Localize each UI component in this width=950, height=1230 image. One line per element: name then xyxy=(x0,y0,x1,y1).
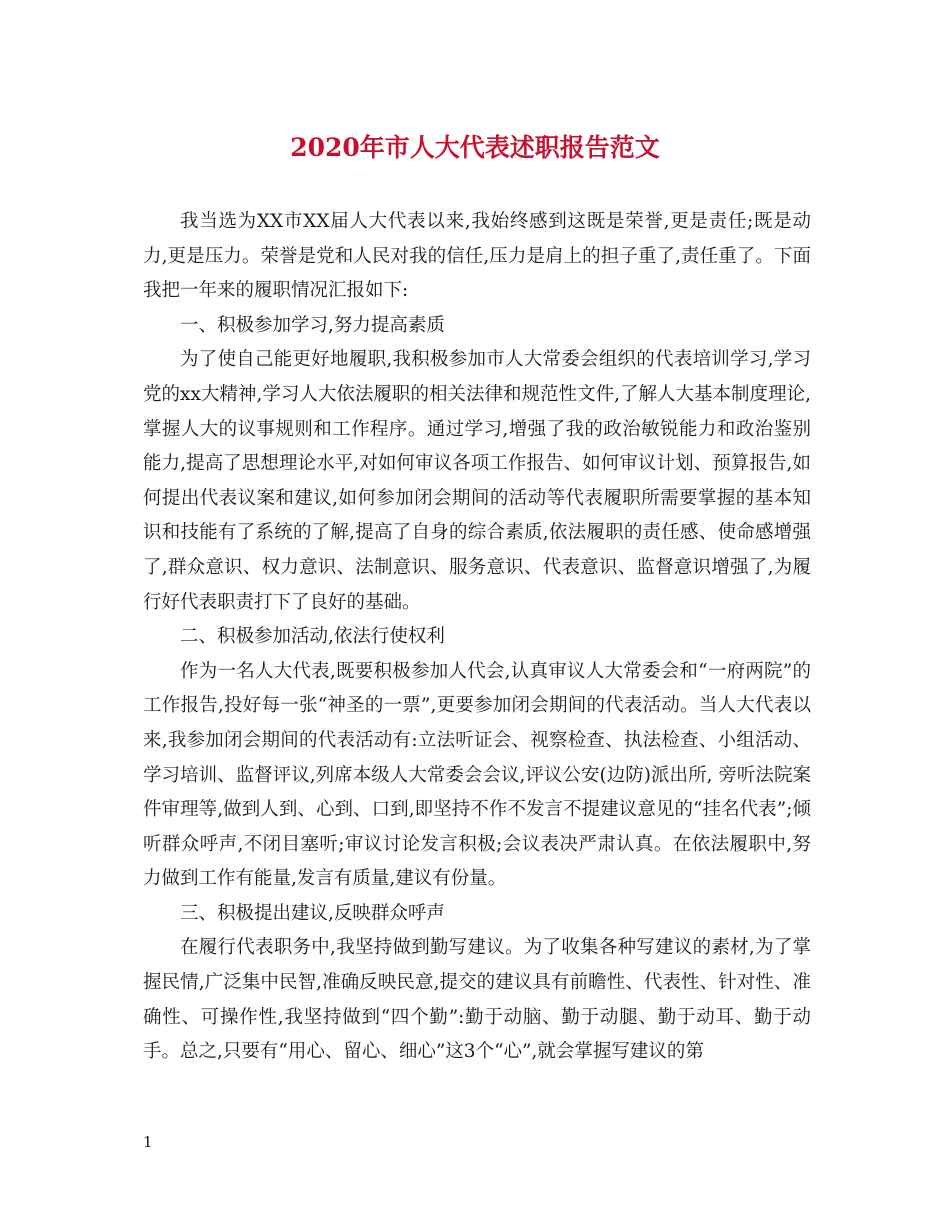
document-body xyxy=(143,205,811,1070)
document-title: 2020年市人大代表述职报告范文 xyxy=(290,133,660,162)
section-heading-2: 二、积极参加活动,依法行使权利 xyxy=(180,626,445,648)
section-heading-1: 一、积极参加学习,努力提高素质 xyxy=(180,314,445,336)
section-heading-3: 三、积极提出建议,反映群众呼声 xyxy=(180,902,445,924)
paragraph-section-1: 为了使自己能更好地履职,我积极参加市人大常委会组织的代表培训学习,学习党的xx大精神,学习人大依法履职的相关法律和规范性文件,了解人大基本制度理论,掌握人大的议事规则和工作程序。通过学习,增强了我的政治敏锐能力和政治鉴别能力,提高了思想理论水平,对如何审议各项工作报告、如何审议计划、预算报告,如何提出代表议案和建议,如何参加闭会期间的活动等代表履职所需要掌握的基本知识和技能有了系统的了解,提高了自身的综合素质,依法履职的责任感、使命感增强了,群众意识、权力意识、法制意识、服务意识、代表意识、监督意识增强了,为履行好代表职责打下了良好的基础。 xyxy=(143,349,811,613)
paragraph-intro: 我当选为XX市XX届人大代表以来,我始终感到这既是荣誉,更是责任;既是动力,更是压力。荣誉是党和人民对我的信任,压力是肩上的担子重了,责任重了。下面我把一年来的履职情况汇报如下: xyxy=(143,211,811,302)
paragraph-section-3: 在履行代表职务中,我坚持做到勤写建议。为了收集各种写建议的素材,为了掌握民情,广泛集中民智,准确反映民意,提交的建议具有前瞻性、代表性、针对性、准确性、可操作性,我坚持做到“四个勤”:勤于动脑、勤于动腿、勤于动耳、勤于动手。总之,只要有“用心、留心、细心”这3个“心”,就会掌握写建议的第 xyxy=(143,937,811,1063)
paragraph-section-2: 作为一名人大代表,既要积极参加人代会,认真审议人大常委会和“一府两院”的工作报告,投好每一张“神圣的一票”,更要参加闭会期间的代表活动。当人大代表以来,我参加闭会期间的代表活动有:立法听证会、视察检查、执法检查、小组活动、学习培训、监督评议,列席本级人大常委会会议,评议公安(边防)派出所, 旁听法院案件审理等,做到人到、心到、口到,即坚持不作不发言不提建议意见的“挂名代表”;倾听群众呼声,不闭目塞听;审议讨论发言积极;会议表决严肃认真。在依法履职中,努力做到工作有能量,发言有质量,建议有份量。 xyxy=(143,660,811,890)
page-number: 1 xyxy=(143,1133,153,1151)
